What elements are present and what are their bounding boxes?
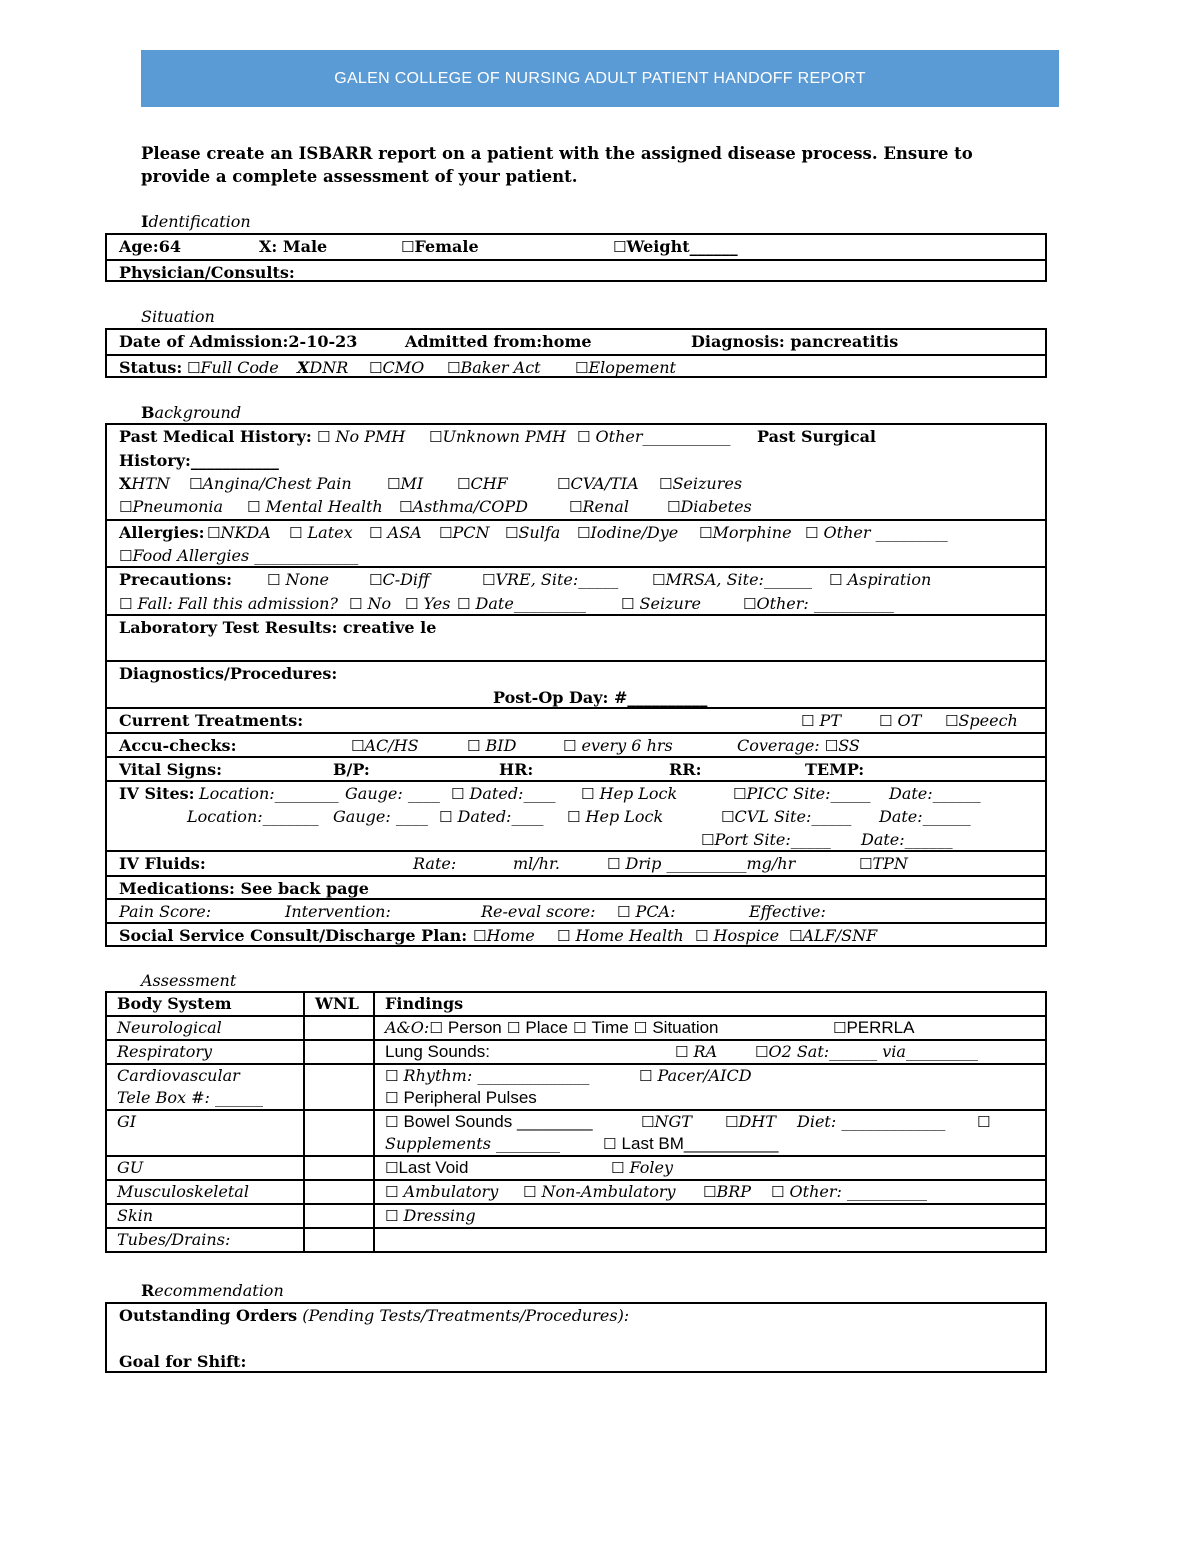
ambulatory-label: Ambulatory: [403, 1182, 499, 1201]
cvl-checkbox[interactable]: ☐: [721, 808, 735, 826]
brp-checkbox[interactable]: ☐: [703, 1183, 717, 1201]
non-ambulatory-checkbox[interactable]: ☐: [523, 1183, 537, 1201]
no-pmh-label: No PMH: [335, 427, 406, 446]
sulfa-checkbox[interactable]: ☐: [505, 524, 519, 542]
iv-location-1: Location:________: [199, 784, 339, 803]
pulses-checkbox[interactable]: ☐: [385, 1089, 399, 1107]
food-allergies-field: Food Allergies _____________: [132, 546, 359, 565]
last-bm-checkbox[interactable]: ☐: [603, 1135, 617, 1153]
angina-checkbox[interactable]: ☐: [189, 475, 203, 493]
bid-checkbox[interactable]: ☐: [467, 737, 481, 755]
coverage-label: Coverage:: [737, 736, 820, 755]
fall-no-label: No: [367, 594, 392, 613]
chf-label: CHF: [470, 474, 508, 493]
latex-checkbox[interactable]: ☐: [289, 524, 303, 542]
medications-label: Medications: See back page: [119, 879, 369, 898]
system-gi: GI: [106, 1110, 304, 1156]
port-checkbox[interactable]: ☐: [701, 831, 715, 849]
pacer-checkbox[interactable]: ☐: [639, 1067, 653, 1085]
medications-row: [107, 875, 1045, 898]
home-health-checkbox[interactable]: ☐: [557, 927, 571, 945]
diet-field: Diet: _____________: [797, 1112, 946, 1131]
bowel-sounds-field: Bowel Sounds ________: [403, 1112, 593, 1131]
outstanding-orders-label: Outstanding Orders: [119, 1306, 298, 1325]
wnl-cell[interactable]: [304, 1156, 374, 1180]
female-checkbox[interactable]: ☐: [401, 238, 415, 256]
ss-label: SS: [838, 736, 860, 755]
background-box: [105, 423, 1047, 947]
other-pmh-checkbox[interactable]: ☐: [577, 428, 591, 446]
every6-label: every 6 hrs: [581, 736, 673, 755]
table-row: [106, 1156, 1046, 1180]
bid-label: BID: [485, 736, 517, 755]
iv-gauge-1: Gauge: ____: [345, 784, 440, 803]
system-gu: GU: [106, 1156, 304, 1180]
none-label: None: [285, 570, 329, 589]
elopement-label: Elopement: [588, 358, 676, 377]
foley-label: Foley: [629, 1158, 674, 1177]
iv-sites-label: IV Sites:: [119, 784, 195, 803]
situation-label: Situation: [652, 1018, 719, 1037]
port-date: Date:______: [861, 830, 953, 849]
pulses-label: Peripheral Pulses: [403, 1088, 537, 1107]
pca-label: PCA:: [635, 902, 676, 921]
asa-checkbox[interactable]: ☐: [369, 524, 383, 542]
iv-location-2: Location:_______: [187, 807, 319, 826]
surgical-history-field: History:___________: [119, 451, 279, 470]
section-heading-background: Background: [141, 403, 242, 422]
dht-checkbox[interactable]: ☐: [725, 1113, 739, 1131]
physician-label: Physician/Consults:: [119, 263, 295, 282]
system-cardiovascular: [106, 1064, 304, 1110]
vre-checkbox[interactable]: ☐: [482, 571, 496, 589]
pcn-label: PCN: [452, 523, 490, 542]
wnl-cell[interactable]: [304, 1016, 374, 1040]
table-row: [106, 1016, 1046, 1040]
seizures-label: Seizures: [672, 474, 743, 493]
identification-box: [105, 233, 1047, 282]
last-void-checkbox[interactable]: ☐: [385, 1159, 399, 1177]
cmo-checkbox[interactable]: ☐: [369, 359, 383, 377]
o2-sat-field: O2 Sat:______ via_________: [768, 1042, 978, 1061]
wnl-cell[interactable]: [304, 1228, 374, 1252]
htn-mark: X: [119, 474, 132, 493]
supplements-checkbox[interactable]: ☐: [977, 1113, 991, 1131]
wnl-cell[interactable]: [304, 1040, 374, 1064]
mi-label: MI: [400, 474, 424, 493]
angina-label: Angina/Chest Pain: [202, 474, 352, 493]
header-body-system: Body System: [106, 992, 304, 1016]
admitted-from: Admitted from:home: [405, 332, 592, 351]
hep-lock-2-checkbox[interactable]: ☐: [567, 808, 581, 826]
recommendation-content: [107, 1304, 1045, 1371]
wnl-cell[interactable]: [304, 1204, 374, 1228]
diabetes-label: Diabetes: [680, 497, 752, 516]
lung-sounds-label: Lung Sounds:: [385, 1042, 490, 1061]
vre-field: VRE, Site:_____: [495, 570, 619, 589]
iv-dated-2: Dated:____: [457, 807, 544, 826]
achs-label: AC/HS: [364, 736, 419, 755]
cva-label: CVA/TIA: [570, 474, 639, 493]
pcn-checkbox[interactable]: ☐: [439, 524, 453, 542]
weight-field: Weight______: [626, 237, 738, 256]
header-wnl: WNL: [304, 992, 374, 1016]
person-label: Person: [447, 1018, 502, 1037]
section-heading-recommendation: Recommendation: [141, 1281, 284, 1300]
fall-yes-checkbox[interactable]: ☐: [405, 595, 419, 613]
allergy-other-field: Other _________: [823, 523, 948, 542]
fall-date-field: Date_________: [475, 594, 586, 613]
mrsa-field: MRSA, Site:______: [665, 570, 812, 589]
morphine-checkbox[interactable]: ☐: [699, 524, 713, 542]
picc-site: PICC Site:_____: [746, 784, 871, 803]
accu-checks-label: Accu-checks:: [119, 736, 237, 755]
seizures-checkbox[interactable]: ☐: [659, 475, 673, 493]
assessment-table: [105, 991, 1047, 1253]
ot-checkbox[interactable]: ☐: [879, 712, 893, 730]
perrla-checkbox[interactable]: ☐: [833, 1019, 847, 1037]
status-label: Status:: [119, 358, 183, 377]
speech-checkbox[interactable]: ☐: [945, 712, 959, 730]
female-label: Female: [414, 237, 479, 256]
last-void-label: Last Void: [398, 1158, 469, 1177]
perrla-label: PERRLA: [846, 1018, 915, 1037]
table-row: [106, 1204, 1046, 1228]
fall-no-checkbox[interactable]: ☐: [349, 595, 363, 613]
mi-checkbox[interactable]: ☐: [387, 475, 401, 493]
full-code-checkbox[interactable]: ☐: [187, 359, 201, 377]
effective-label: Effective:: [749, 902, 826, 921]
situation-row-1: [107, 330, 1045, 354]
asthma-label: Asthma/COPD: [412, 497, 529, 516]
foley-checkbox[interactable]: ☐: [611, 1159, 625, 1177]
past-surgical-label: Past Surgical: [757, 427, 877, 446]
dated-1-checkbox[interactable]: ☐: [451, 785, 465, 803]
identification-row-1: [107, 235, 1045, 259]
asthma-checkbox[interactable]: ☐: [399, 498, 413, 516]
no-pmh-checkbox[interactable]: ☐: [317, 428, 331, 446]
hep-lock-2-label: Hep Lock: [585, 807, 664, 826]
aspiration-label: Aspiration: [847, 570, 932, 589]
iv-gauge-2: Gauge: ____: [333, 807, 428, 826]
hep-lock-1-label: Hep Lock: [599, 784, 678, 803]
renal-checkbox[interactable]: ☐: [569, 498, 583, 516]
rhythm-checkbox[interactable]: ☐: [385, 1067, 399, 1085]
section-heading-identification: Identification: [141, 212, 251, 231]
fall-label: Fall: Fall this admission?: [137, 594, 338, 613]
time-checkbox[interactable]: ☐: [573, 1019, 587, 1037]
diabetes-checkbox[interactable]: ☐: [667, 498, 681, 516]
iodine-checkbox[interactable]: ☐: [577, 524, 591, 542]
status-row: [107, 354, 1045, 378]
diagnostics-row: [107, 660, 1045, 707]
rate-label: Rate:: [413, 854, 457, 873]
latex-label: Latex: [307, 523, 353, 542]
ngt-label: NGT: [654, 1112, 692, 1131]
seizure-label: Seizure: [639, 594, 701, 613]
home-health-label: Home Health: [575, 926, 684, 945]
wnl-cell[interactable]: [304, 1064, 374, 1110]
dated-2-checkbox[interactable]: ☐: [439, 808, 453, 826]
treatments-label: Current Treatments:: [119, 711, 304, 730]
non-ambulatory-label: Non-Ambulatory: [541, 1182, 676, 1201]
bp-label: B/P:: [333, 760, 370, 779]
wnl-cell[interactable]: [304, 1180, 374, 1204]
age-value: Age:64: [119, 237, 181, 256]
ot-label: OT: [897, 711, 922, 730]
postop-day-field: Post-Op Day: #__________: [493, 688, 708, 707]
social-service-row: [107, 922, 1045, 945]
precaution-other-field: Other: __________: [756, 594, 894, 613]
port-site: Port Site:_____: [714, 830, 831, 849]
home-label: Home: [486, 926, 535, 945]
mrsa-checkbox[interactable]: ☐: [652, 571, 666, 589]
person-checkbox[interactable]: ☐: [429, 1019, 443, 1037]
pca-checkbox[interactable]: ☐: [617, 903, 631, 921]
physician-row: [107, 259, 1045, 282]
diagnostics-label: Diagnostics/Procedures:: [119, 664, 338, 683]
report-title: GALEN COLLEGE OF NURSING ADULT PATIENT HANDOFF REPORT: [334, 69, 866, 87]
iv-dated-1: Dated:____: [469, 784, 556, 803]
pacer-label: Pacer/AICD: [657, 1066, 752, 1085]
reeval-label: Re-eval score:: [481, 902, 596, 921]
drip-field: Drip __________mg/hr: [625, 854, 796, 873]
allergies-row: [107, 519, 1045, 566]
hep-lock-1-checkbox[interactable]: ☐: [581, 785, 595, 803]
speech-label: Speech: [958, 711, 1018, 730]
ngt-checkbox[interactable]: ☐: [641, 1113, 655, 1131]
allergies-label: Allergies:: [119, 523, 205, 542]
cva-checkbox[interactable]: ☐: [557, 475, 571, 493]
time-label: Time: [591, 1018, 629, 1037]
accu-checks-row: [107, 732, 1045, 756]
msk-other-checkbox[interactable]: ☐: [771, 1183, 785, 1201]
temp-label: TEMP:: [805, 760, 865, 779]
nkda-checkbox[interactable]: ☐: [207, 524, 221, 542]
pain-score-label: Pain Score:: [119, 902, 212, 921]
precaution-other-checkbox[interactable]: ☐: [743, 595, 757, 613]
ra-label: RA: [693, 1042, 718, 1061]
admission-date: Date of Admission:2-10-23: [119, 332, 358, 351]
precautions-row: [107, 566, 1045, 614]
aspiration-checkbox[interactable]: ☐: [829, 571, 843, 589]
ra-checkbox[interactable]: ☐: [675, 1043, 689, 1061]
tpn-checkbox[interactable]: ☐: [859, 855, 873, 873]
intervention-label: Intervention:: [285, 902, 391, 921]
renal-label: Renal: [582, 497, 629, 516]
recommendation-box: [105, 1302, 1047, 1373]
goal-for-shift-label: Goal for Shift:: [119, 1352, 247, 1371]
cdiff-label: C-Diff: [382, 570, 430, 589]
supplements-field: Supplements ________: [385, 1134, 561, 1153]
social-service-label: Social Service Consult/Discharge Plan:: [119, 926, 468, 945]
hospice-label: Hospice: [713, 926, 780, 945]
vital-signs-label: Vital Signs:: [119, 760, 222, 779]
mlhr-label: ml/hr.: [513, 854, 560, 873]
drip-checkbox[interactable]: ☐: [607, 855, 621, 873]
diagnosis: Diagnosis: pancreatitis: [691, 332, 899, 351]
every6-checkbox[interactable]: ☐: [563, 737, 577, 755]
o2-checkbox[interactable]: ☐: [755, 1043, 769, 1061]
baker-act-checkbox[interactable]: ☐: [447, 359, 461, 377]
home-checkbox[interactable]: ☐: [473, 927, 487, 945]
rhythm-field: Rhythm: ______________: [403, 1066, 590, 1085]
table-row: [106, 1064, 1046, 1110]
none-checkbox[interactable]: ☐: [267, 571, 281, 589]
iodine-label: Iodine/Dye: [590, 523, 679, 542]
table-row: [106, 1180, 1046, 1204]
fall-checkbox[interactable]: ☐: [119, 595, 133, 613]
full-code-label: Full Code: [200, 358, 279, 377]
wnl-cell[interactable]: [304, 1110, 374, 1156]
achs-checkbox[interactable]: ☐: [351, 737, 365, 755]
table-row: [106, 1040, 1046, 1064]
other-pmh-field: Other___________: [595, 427, 731, 446]
section-heading-situation: Situation: [141, 307, 215, 326]
iv-fluids-label: IV Fluids:: [119, 854, 206, 873]
elopement-checkbox[interactable]: ☐: [575, 359, 589, 377]
sulfa-label: Sulfa: [518, 523, 561, 542]
allergy-other-checkbox[interactable]: ☐: [805, 524, 819, 542]
bowel-checkbox[interactable]: ☐: [385, 1113, 399, 1131]
situation-checkbox[interactable]: ☐: [633, 1019, 648, 1037]
dnr-mark: X: [297, 358, 310, 377]
outstanding-orders-detail: (Pending Tests/Treatments/Procedures):: [302, 1306, 630, 1325]
last-bm-field: Last BM__________: [621, 1134, 779, 1153]
seizure-checkbox[interactable]: ☐: [621, 595, 635, 613]
weight-checkbox[interactable]: ☐: [613, 238, 627, 256]
table-row: [106, 1110, 1046, 1156]
picc-checkbox[interactable]: ☐: [733, 785, 747, 803]
report-title-banner: [141, 50, 1059, 107]
fall-yes-label: Yes: [423, 594, 451, 613]
dressing-label: Dressing: [403, 1206, 476, 1225]
cmo-label: CMO: [382, 358, 425, 377]
morphine-label: Morphine: [712, 523, 792, 542]
tele-box-field: Tele Box #: ______: [117, 1088, 263, 1107]
pneumonia-checkbox[interactable]: ☐: [119, 498, 133, 516]
alf-label: ALF/SNF: [802, 926, 878, 945]
msk-other-field: Other: __________: [789, 1182, 927, 1201]
treatments-row: [107, 707, 1045, 732]
pt-checkbox[interactable]: ☐: [801, 712, 815, 730]
precautions-label: Precautions:: [119, 570, 233, 589]
system-respiratory: Respiratory: [106, 1040, 304, 1064]
mental-health-checkbox[interactable]: ☐: [247, 498, 261, 516]
table-row: [106, 1228, 1046, 1252]
fall-date-checkbox[interactable]: ☐: [457, 595, 471, 613]
iv-fluids-row: [107, 850, 1045, 875]
cardiovascular-label: Cardiovascular: [117, 1066, 240, 1085]
unknown-pmh-label: Unknown PMH: [442, 427, 567, 446]
lab-results-row: [107, 614, 1045, 660]
vital-signs-row: [107, 756, 1045, 780]
food-allergies-checkbox[interactable]: ☐: [119, 547, 133, 565]
tubes-findings-cell[interactable]: [374, 1228, 1046, 1252]
chf-checkbox[interactable]: ☐: [457, 475, 471, 493]
cdiff-checkbox[interactable]: ☐: [369, 571, 383, 589]
pmh-row: [107, 425, 1045, 519]
iv-sites-row: [107, 780, 1045, 850]
rr-label: RR:: [669, 760, 702, 779]
situation-box: [105, 328, 1047, 378]
pneumonia-label: Pneumonia: [132, 497, 224, 516]
dnr-label: DNR: [309, 358, 349, 377]
ao-label: A&O:: [385, 1018, 430, 1037]
header-findings: Findings: [374, 992, 1046, 1016]
hr-label: HR:: [499, 760, 534, 779]
assessment-header-row: [106, 992, 1046, 1016]
cvl-date: Date:______: [879, 807, 971, 826]
sex-male: X: Male: [259, 237, 328, 256]
picc-date: Date:______: [889, 784, 981, 803]
unknown-pmh-checkbox[interactable]: ☐: [429, 428, 443, 446]
hospice-checkbox[interactable]: ☐: [695, 927, 709, 945]
lab-results: Laboratory Test Results: creative le: [119, 618, 437, 637]
asa-label: ASA: [387, 523, 422, 542]
pmh-label: Past Medical History:: [119, 427, 312, 446]
instructions: Please create an ISBARR report on a patient with the assigned disease process. Ensure to provide a complete assessment of your patient.: [141, 144, 973, 186]
cvl-site: CVL Site:_____: [734, 807, 852, 826]
ambulatory-checkbox[interactable]: ☐: [385, 1183, 399, 1201]
system-skin: Skin: [106, 1204, 304, 1228]
ss-checkbox[interactable]: ☐: [824, 737, 839, 755]
dht-label: DHT: [738, 1112, 776, 1131]
system-neurological: Neurological: [106, 1016, 304, 1040]
baker-act-label: Baker Act: [460, 358, 541, 377]
system-musculoskeletal: Musculoskeletal: [106, 1180, 304, 1204]
tpn-label: TPN: [872, 854, 908, 873]
htn-label: HTN: [131, 474, 171, 493]
brp-label: BRP: [716, 1182, 752, 1201]
place-label: Place: [525, 1018, 568, 1037]
section-heading-assessment: Assessment: [141, 971, 237, 990]
place-checkbox[interactable]: ☐: [506, 1019, 521, 1037]
pain-row: [107, 898, 1045, 922]
dressing-checkbox[interactable]: ☐: [385, 1207, 399, 1225]
mental-health-label: Mental Health: [265, 497, 383, 516]
pt-label: PT: [819, 711, 841, 730]
alf-checkbox[interactable]: ☐: [789, 927, 803, 945]
nkda-label: NKDA: [220, 523, 271, 542]
system-tubes-drains: Tubes/Drains:: [106, 1228, 304, 1252]
